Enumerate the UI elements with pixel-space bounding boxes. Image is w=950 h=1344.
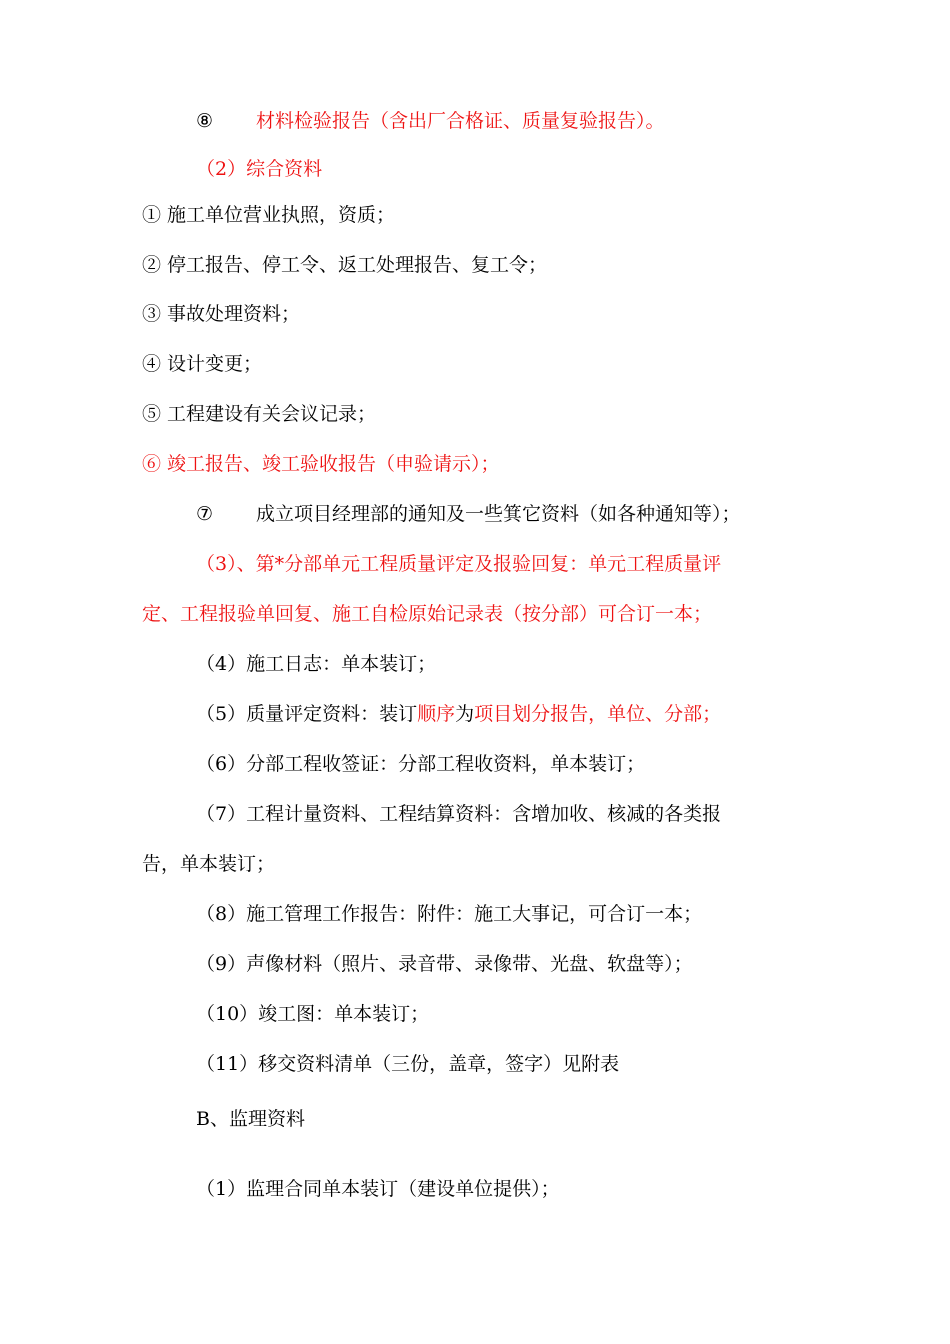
text-run: （5）质量评定资料：装订 (196, 703, 418, 725)
paragraph-line: （10）竣工图：单本装订； (196, 1003, 430, 1025)
paragraph-line: （4）施工日志：单本装订； (196, 653, 437, 675)
item-7-line (196, 502, 741, 526)
list-item: ⑤ 工程建设有关会议记录； (142, 403, 377, 425)
paragraph-line: （6）分部工程收签证：分部工程收资料，单本装订； (196, 753, 646, 775)
section-heading: B、监理资料 (196, 1108, 305, 1130)
paragraph-line: 告，单本装订； (142, 853, 276, 875)
paragraph-line: （8）施工管理工作报告：附件：施工大事记，可合订一本； (196, 903, 703, 925)
item-marker: ⑦ (196, 503, 214, 525)
paragraph-line: 定、工程报验单回复、施工自检原始记录表（按分部）可合订一本； (142, 603, 713, 625)
paragraph-line: （3）、第*分部单元工程质量评定及报验回复：单元工程质量评 (196, 553, 722, 575)
list-item: ② 停工报告、停工令、返工处理报告、复工令； (142, 254, 548, 276)
paragraph-line: （7）工程计量资料、工程结算资料：含增加收、核减的各类报 (196, 803, 722, 825)
paragraph-line: （9）声像材料（照片、录音带、录像带、光盘、软盘等）； (196, 953, 693, 975)
paragraph-line: （11）移交资料清单（三份，盖章，签字）见附表 (196, 1053, 620, 1075)
paragraph-line: （1）监理合同单本装订（建设单位提供）； (196, 1178, 560, 1200)
list-item: ⑥ 竣工报告、竣工验收报告（申验请示）； (142, 453, 500, 475)
item-8-line (196, 109, 665, 133)
item-text: 成立项目经理部的通知及一些箕它资料（如各种通知等）； (256, 503, 741, 525)
paragraph-line (196, 702, 721, 726)
list-item: ③ 事故处理资料； (142, 303, 301, 325)
item-text: 材料检验报告（含出厂合格证、质量复验报告）。 (256, 110, 665, 132)
section-heading: （2）综合资料 (196, 158, 323, 180)
list-item: ① 施工单位营业执照，资质； (142, 204, 396, 226)
item-marker: ⑧ (196, 110, 214, 132)
text-run-highlight: 项目划分报告，单位、分部； (474, 703, 722, 725)
list-item: ④ 设计变更； (142, 353, 263, 375)
text-run-highlight: 顺序 (417, 703, 456, 725)
text-run: 为 (455, 703, 475, 725)
